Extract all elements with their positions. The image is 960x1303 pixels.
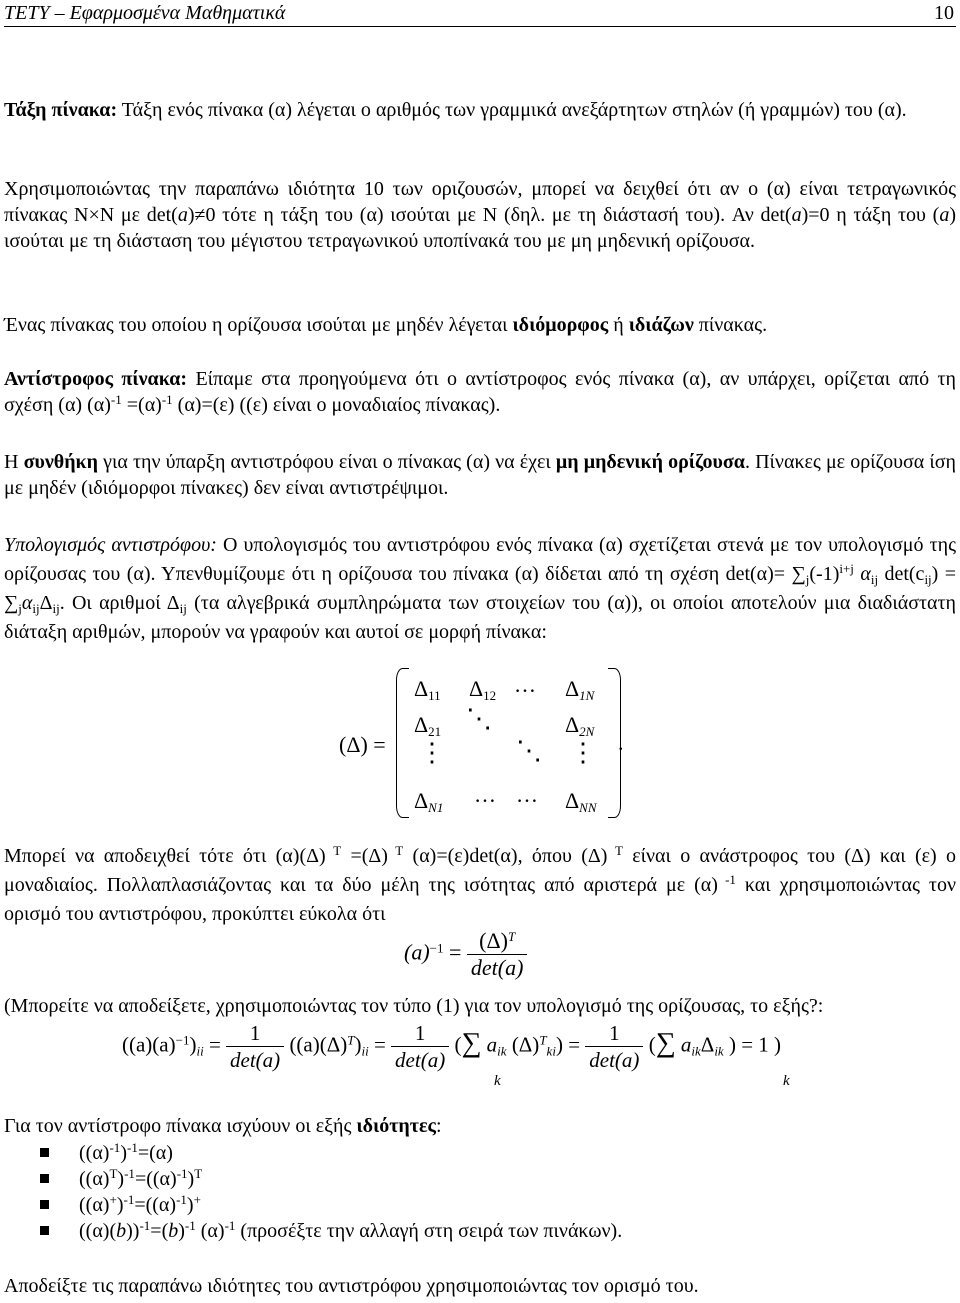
properties-intro [4,1113,956,1139]
matrix-period: . [618,730,624,755]
inv-den: det(a) [470,955,524,980]
pf-eq-1: = [208,1032,221,1057]
p2-text-d: ) ισούται με τη διάσταση του μέγιστου τετραγωνικού υποπίνακά του με μη μηδενική ορίζουσα. [4,204,956,252]
inverse-sup-2: -1 [161,392,173,407]
cell-1n: $\Delta_{1N}$ [565,676,595,703]
vdots-col1: ⋮ [419,738,445,767]
p3-text-a: Ένας πίνακας του οποίου η ορίζουσα ισούται με μηδέν λέγεται [4,314,513,336]
singular-paragraph [4,312,956,338]
list-item: $((\alpha)(b))^{-1}=(b)^{-1}$ $(\alpha)^{-1}$ (προσέξτε την αλλαγή στη σειρά των πινάκων). [4,1218,622,1244]
calc-text-4: det(c [878,563,925,585]
pf-3: ( [454,1032,462,1057]
condition-text-a: Η [4,451,24,473]
p3-bold-degenerate: ιδιάζων [628,314,694,336]
pf-frac-3: $\frac{1}{\det(a)}$ [585,1020,643,1073]
calc-sub-j1: j [805,572,810,587]
dots-row4-a: … [474,782,496,807]
calc-text-9: (τα αλγεβρικά συμπληρώματα των στοιχείων του (α)), οι οποίοι αποτελούν μια διαδιάστατη διάταξη αριθμών, μπορούν να γραφούν και αυτοί σε μορφή πίνακα: [4,592,956,643]
transpose-paragraph [4,842,956,929]
final-paragraph [4,1273,956,1299]
pf-sub-ik-3: ik [714,1043,724,1059]
pf-1-sup: −1 [175,1032,190,1048]
rank-property-paragraph [4,176,956,254]
prove-text: (Μπορείτε να αποδείξετε, χρησιμοποιώντας τον τύπο (1) για τον υπολογισμό της ορίζουσας, το εξής?: [4,995,824,1017]
final-text: Αποδείξτε τις παραπάνω ιδιότητες του αντιστρόφου χρησιμοποιώντας τον ορισμό του. [4,1275,699,1297]
after-text-4: είναι ο ανάστροφος του (Δ) και (ε) ο μοναδιαίος. Πολλαπλασιάζοντας και τα δύο μέλη της ισότητας από αριστερά με (α) [4,845,956,896]
condition-text-end: . Πίνακες με ορίζουσα ίση με μηδέν (ιδιόμορφοι πίνακες) δεν είναι αντιστρέψιμοι. [4,451,956,499]
calc-text-3: α [853,563,871,585]
bullet-square-icon [40,1148,49,1157]
header-rule [4,26,956,27]
pf-2-sup: T [347,1032,355,1048]
p2-var-c: a [939,204,950,226]
properties-list [4,1140,622,1244]
inverse-paragraph [4,366,956,418]
calc-sub-ij5: ij [179,601,187,616]
pf-a-ik: a [486,1032,498,1057]
p2-var-b: a [791,204,802,226]
calc-text-5: ) = [931,563,957,585]
condition-paragraph [4,449,956,501]
after-text-3: (α)=(ε)det(α), όπου (Δ) [403,845,608,867]
calc-sub-ij2: ij [924,572,932,587]
ddots-row3: ⋱ [516,736,542,765]
bullet-square-icon [40,1226,49,1235]
pf-1-end: ) [189,1032,197,1057]
p2-text-a: Χρησιμοποιώντας την παραπάνω ιδιότητα 10 των οριζουσών, μπορεί να δειχθεί ότι αν ο (α) είναι τετραγωνικός πίνακας N×N με det( [4,178,956,226]
pf-sum-1: ∑ [461,1027,482,1059]
inv-num: $(\Delta)^T$ [467,928,528,955]
after-sup-4: -1 [717,872,736,887]
pf-sub-ii-2: ii [361,1043,369,1059]
props-intro-end: : [435,1115,442,1137]
after-text-5: και χρησιμοποιώντας τον ορισμό του αντιστρόφου, προκύπτει εύκολα ότι [4,874,956,925]
pf-2-end: ) [354,1032,362,1057]
calc-text-8: . Οι αριθμοί Δ [59,592,180,614]
calc-sub-ij3: ij [32,601,40,616]
props-intro-bold: ιδιότητες [356,1115,436,1137]
calc-sub-j2: j [18,601,22,616]
pf-sum-k-2: k [783,1073,790,1089]
pf-2: ((a)(Δ) [289,1032,348,1057]
cell-12: $\Delta_{12}$ [469,676,497,703]
inv-lhs: (a) [404,939,430,965]
pf-1: ((a)(a) [122,1032,176,1057]
calc-paragraph [4,531,956,647]
pf-3b: (Δ) [511,1032,540,1057]
inverse-term: Αντίστροφος πίνακα: [4,368,188,390]
pf-sub-ii-1: ii [196,1043,204,1059]
matrix-lhs: (Δ) = [339,732,386,757]
rank-paragraph [4,97,956,123]
rank-text: Τάξη ενός πίνακα (α) λέγεται ο αριθμός των γραμμικά ανεξάρτητων στηλών (ή γραμμών) του (α). [117,99,907,121]
pf-3-end: ) [555,1032,563,1057]
inverse-text-3: (α)=(ε) ((ε) είναι ο μοναδιαίος πίνακας). [172,394,501,416]
pf-eq-2: = [373,1032,386,1057]
pf-sub-ik: ik [497,1043,507,1059]
condition-text-mid: για την ύπαρξη αντιστρόφου είναι ο πίνακας (α) να έχει [98,451,556,473]
pf-sub-ik-2: ik [691,1043,701,1059]
cell-2n: $\Delta_{2N}$ [565,712,595,739]
rank-term: Τάξη πίνακα: [4,99,118,121]
after-text-2: =(Δ) [341,845,388,867]
dots-row1: … [514,672,536,697]
prove-formula [122,1020,781,1073]
page-header [4,0,956,30]
condition-bold-1: συνθήκη [23,451,99,473]
condition-bold-2: μη μηδενική ορίζουσα [555,451,745,473]
page-number: 10 [934,2,954,24]
pf-sub-ki: ki [546,1043,556,1059]
list-item: $((\alpha)^T)^{-1}=((\alpha)^{-1})^T$ [4,1166,622,1192]
cell-21: $\Delta_{21}$ [414,712,442,739]
pf-4-end: ) = 1 ) [728,1032,782,1057]
p3-text-mid: ή [608,314,629,336]
cell-nn: $\Delta_{NN}$ [565,788,597,815]
pf-3b-sup: T [539,1032,547,1048]
after-sup-3: T [607,843,623,858]
cell-n1: $\Delta_{N1}$ [414,788,444,815]
p2-var-a: a [177,204,188,226]
calc-italic-heading: Υπολογισμός αντιστρόφου: [4,534,217,556]
list-item: $((\alpha)^{-1})^{-1}=(\alpha)$ [4,1140,622,1166]
calc-text-6: α [21,592,33,614]
calc-sub-ij: ij [870,572,879,587]
pf-4: ( [648,1032,656,1057]
pf-frac-1: $\frac{1}{\det(a)}$ [226,1020,284,1073]
calc-text-2: (-1) [809,563,840,585]
calc-sub-ij4: ij [52,601,60,616]
inverse-text-2: =(α) [121,394,162,416]
ddots-row2: ⋱ [466,704,492,733]
inv-lhs-sup: −1 [429,940,444,956]
list-item: $((\alpha)^+)^{-1}=((\alpha)^{-1})^+$ [4,1192,622,1218]
pf-frac-2: $\frac{1}{\det(a)}$ [391,1020,449,1073]
p3-text-end: πίνακας. [693,314,768,336]
bullet-square-icon [40,1174,49,1183]
calc-text-1: Ο υπολογισμός του αντιστρόφου ενός πίνακα (α) σχετίζεται στενά με τον υπολογισμό της ορίζουσας του (α). Υπενθυμίζουμε ότι η ορίζουσα του πίνακα (α) δίδεται από τη σχέση det(α)= [4,534,956,585]
prove-paragraph [4,993,956,1019]
p2-text-c: )=0 η τάξη του ( [801,204,940,226]
inv-eq: = [449,939,462,965]
after-sup-1: T [325,843,342,858]
calc-text-7: Δ [39,592,53,614]
inv-fraction [467,928,528,981]
header-title: ΤΕΤΥ – Εφαρμοσμένα Μαθηματικά [4,2,286,24]
after-sup-2: T [387,843,404,858]
pf-sum-k-1: k [494,1073,501,1089]
pf-a-ik-2: a [680,1032,692,1057]
pf-eq-3: = [568,1032,581,1057]
inverse-text-1: Είπαμε στα προηγούμενα ότι ο αντίστροφος ενός πίνακα (α), αν υπάρχει, ορίζεται από τη σχέση (α) (α) [4,368,956,416]
props-intro-text: Για τον αντίστροφο πίνακα ισχύουν οι εξής [4,1115,357,1137]
p2-text-b: )≠0 τότε η τάξη του (α) ισούται με N (δηλ. με τη διάστασή του). Αν det( [187,204,792,226]
cell-11: $\Delta_{11}$ [414,676,441,703]
calc-sup-ij: i+j [839,561,854,576]
after-text-1: Μπορεί να αποδειχθεί τότε ότι (α)(Δ) [4,845,326,867]
inverse-sup-1: -1 [110,392,122,407]
pf-delta: Δ [700,1032,715,1057]
vdots-col4: ⋮ [570,738,596,767]
inverse-formula [404,928,527,981]
pf-sum-2: ∑ [655,1027,676,1059]
calc-sum-2: ∑ [4,592,19,614]
bullet-square-icon [40,1200,49,1209]
calc-sum-1: ∑ [791,563,806,585]
p3-bold-singular: ιδιόμορφος [512,314,609,336]
matrix-left-paren [396,668,409,818]
dots-row4-b: … [516,782,538,807]
